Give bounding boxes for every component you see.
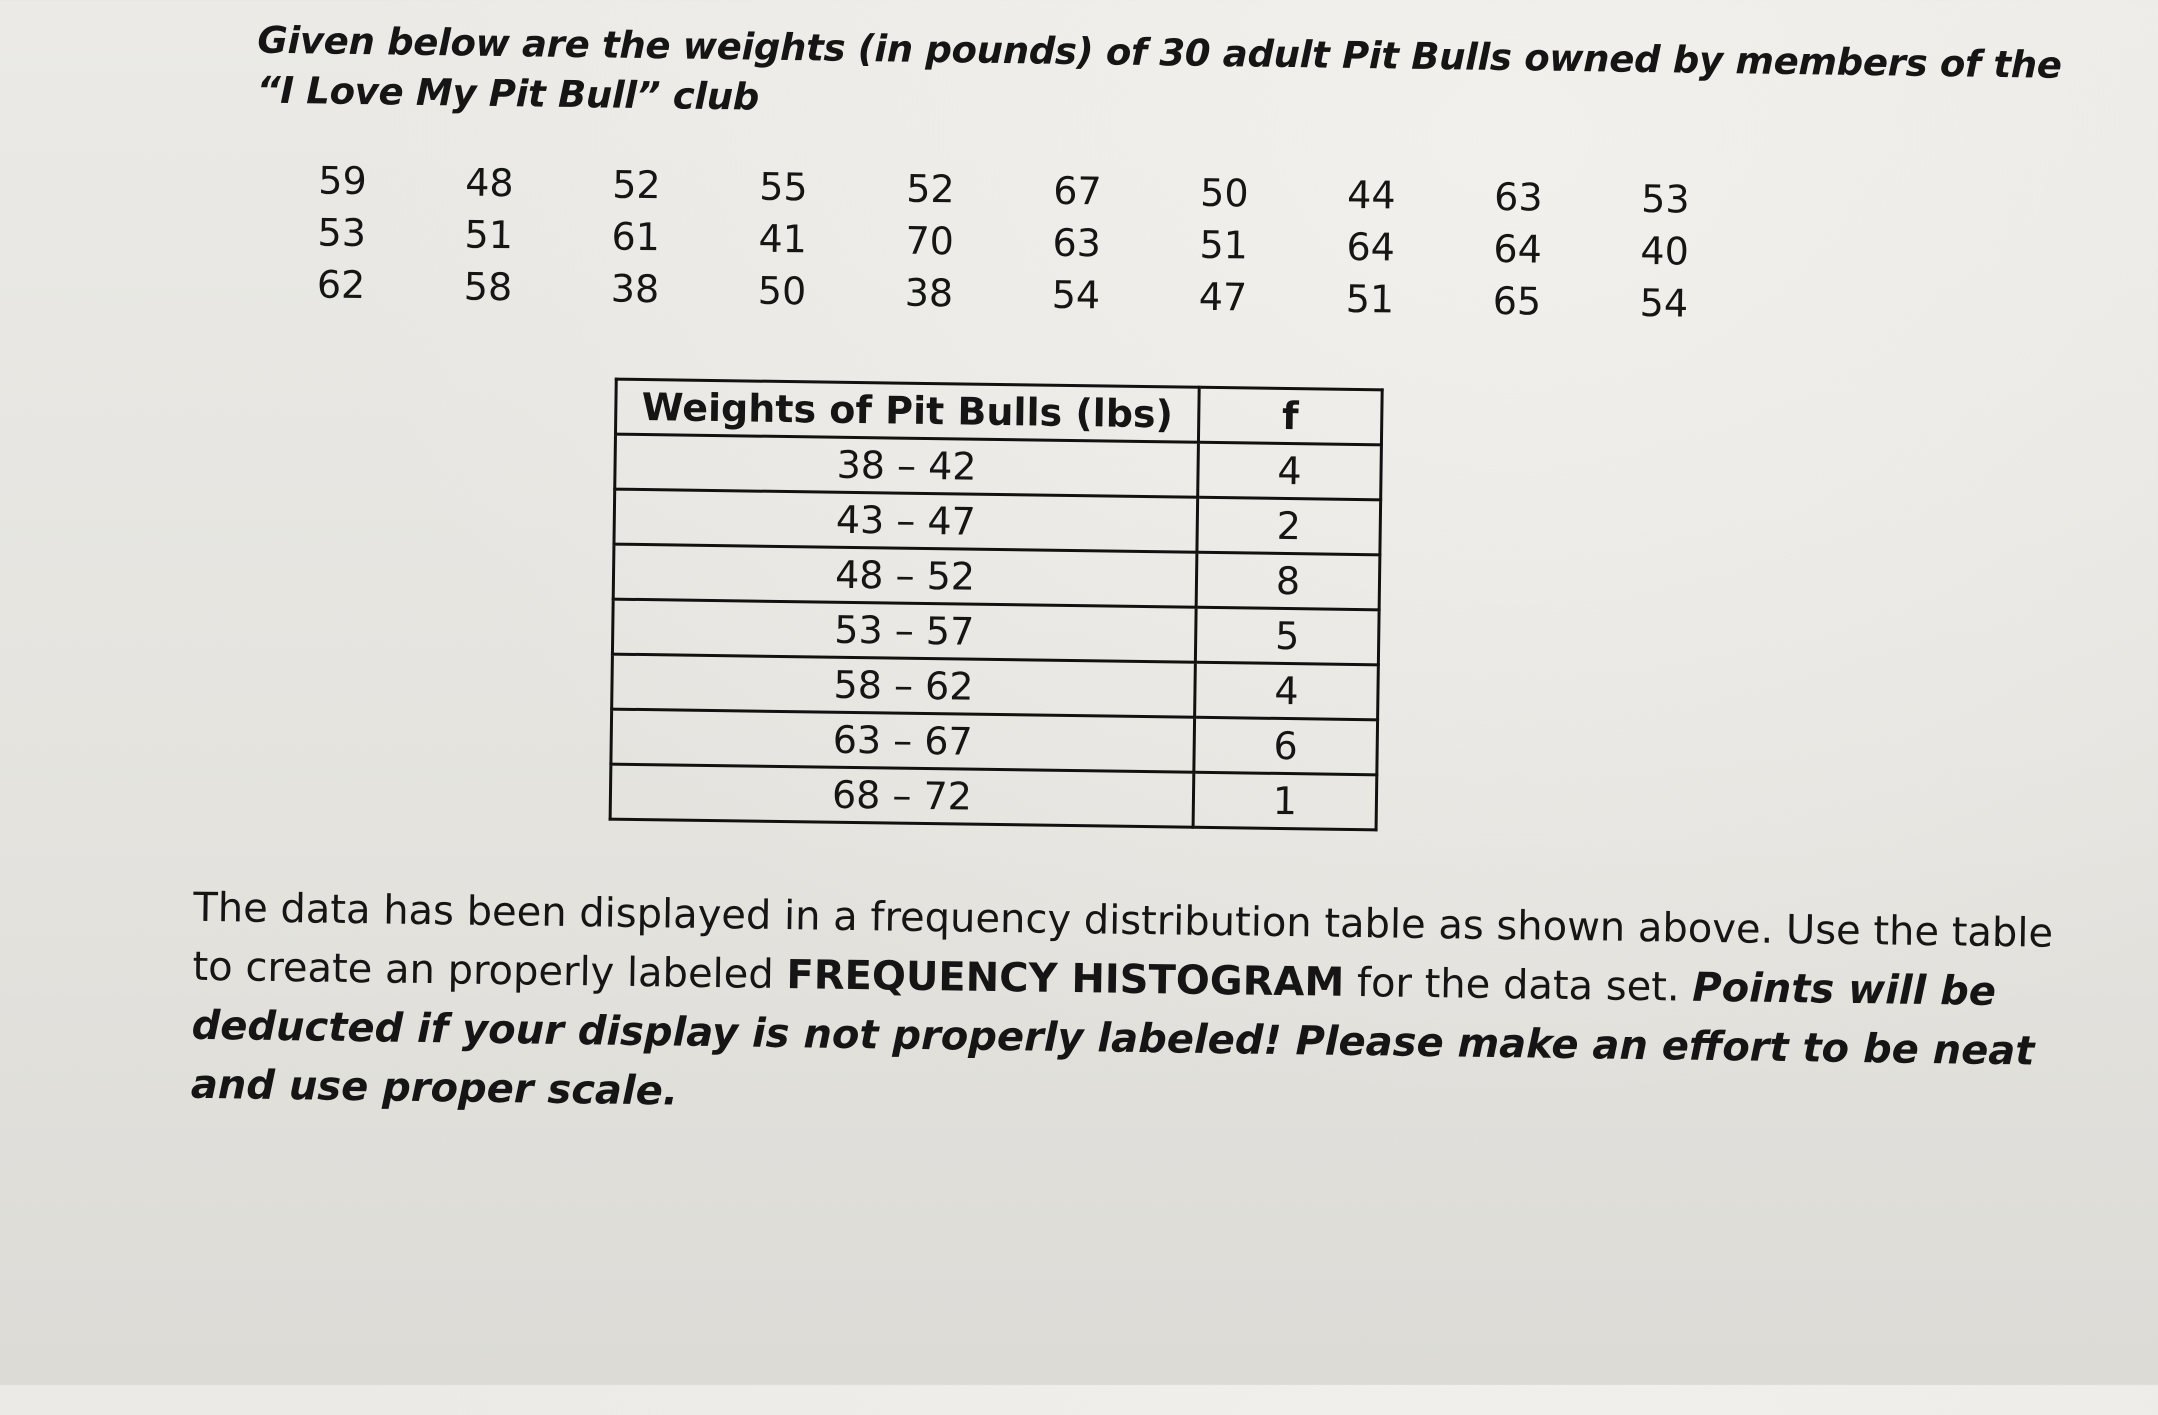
weight-value: 50 xyxy=(1199,170,1249,216)
column-header-frequency: f xyxy=(1198,387,1382,445)
weight-value: 67 xyxy=(1052,168,1102,214)
frequency-value: 5 xyxy=(1195,607,1379,665)
weight-value: 38 xyxy=(610,266,660,312)
weight-value: 64 xyxy=(1493,226,1543,272)
weight-value: 64 xyxy=(1346,224,1396,270)
weight-value: 51 xyxy=(464,212,514,258)
table-row xyxy=(610,764,1377,830)
weight-value: 38 xyxy=(904,270,954,316)
weight-value: 70 xyxy=(905,218,955,264)
intro-paragraph: Given below are the weights (in pounds) of 30 adult Pit Bulls owned by members of the “I Love My Pit Bull” club xyxy=(256,18,2062,119)
raw-weights-grid xyxy=(296,154,1768,331)
frequency-value: 4 xyxy=(1198,442,1382,500)
weight-value: 52 xyxy=(905,166,955,212)
weight-value: 63 xyxy=(1052,220,1102,266)
weight-value: 53 xyxy=(1640,176,1690,222)
frequency-value: 8 xyxy=(1196,552,1380,610)
class-interval: 58 – 62 xyxy=(612,654,1196,717)
weight-value: 50 xyxy=(757,268,807,314)
frequency-table xyxy=(609,378,1384,832)
class-interval: 53 – 57 xyxy=(612,599,1196,662)
weight-value: 53 xyxy=(317,210,367,256)
weight-value: 48 xyxy=(465,160,514,206)
class-interval: 43 – 47 xyxy=(614,489,1198,552)
weight-value: 54 xyxy=(1051,272,1101,318)
weight-value: 55 xyxy=(758,164,808,210)
weight-value: 51 xyxy=(1199,222,1249,268)
weight-value: 52 xyxy=(611,162,661,208)
weight-value: 63 xyxy=(1493,174,1543,220)
frequency-value: 2 xyxy=(1197,497,1381,555)
weight-value: 47 xyxy=(1198,274,1248,320)
class-interval: 68 – 72 xyxy=(610,764,1194,827)
weight-value: 58 xyxy=(463,264,513,310)
weight-value: 40 xyxy=(1640,228,1690,274)
instructions-warning: Points will be deducted if your display is not properly labeled! Please make an effort to be neat and use proper scale. xyxy=(190,964,2035,1115)
weight-value: 51 xyxy=(1345,276,1395,322)
weight-value: 65 xyxy=(1492,278,1542,324)
instructions-paragraph xyxy=(190,879,2103,1142)
weight-value: 41 xyxy=(758,216,808,262)
frequency-value: 4 xyxy=(1195,662,1379,720)
class-interval: 38 – 42 xyxy=(615,434,1199,497)
weight-value: 61 xyxy=(611,214,661,260)
column-header-weights: Weights of Pit Bulls (lbs) xyxy=(615,379,1199,442)
frequency-value: 6 xyxy=(1194,717,1378,775)
instructions-text: The data has been displayed in a frequency distribution table as shown above. Use the table to create an properly labeled xyxy=(192,884,2054,999)
weight-value: 44 xyxy=(1346,172,1396,218)
class-interval: 48 – 52 xyxy=(613,544,1197,607)
class-interval: 63 – 67 xyxy=(611,709,1195,772)
instructions-text-continued: for the data set. xyxy=(1343,959,1693,1011)
weight-value: 54 xyxy=(1639,280,1689,326)
weight-value: 59 xyxy=(318,158,367,204)
instructions-emphasis: FREQUENCY HISTOGRAM xyxy=(786,952,1345,1006)
frequency-value: 1 xyxy=(1193,772,1377,830)
weight-value: 62 xyxy=(316,262,366,308)
